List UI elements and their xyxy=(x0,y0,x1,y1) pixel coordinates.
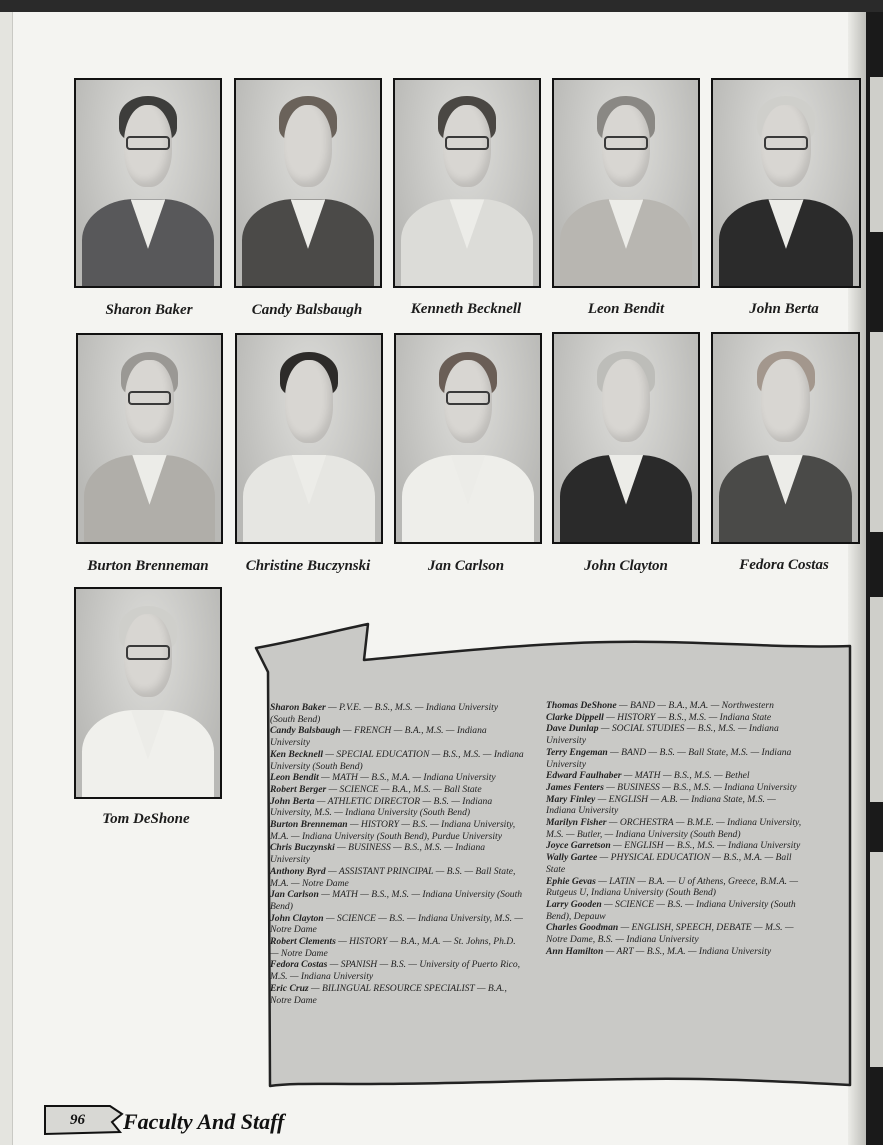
staff-name: John Clayton xyxy=(270,912,324,924)
staff-name: Jan Carlson xyxy=(270,889,319,901)
page-number: 96 xyxy=(70,1112,85,1128)
staff-credentials: — LATIN — B.A. — U of Athens, Greece, B.M.A. — Rutgeus U, Indiana University (South Bend) xyxy=(546,875,799,899)
section-title: Faculty And Staff xyxy=(123,1109,285,1134)
staff-credentials: — MATH — B.S., M.A. — Indiana University xyxy=(318,772,496,784)
staff-credentials: — ATHLETIC DIRECTOR — B.S. — Indiana University, M.S. — Indiana University (South Bend) xyxy=(270,795,493,819)
staff-credentials: — SCIENCE — B.S. — Indiana University, M.S. — Notre Dame xyxy=(270,912,523,936)
staff-credentials: — ART — B.S., M.A. — Indiana University xyxy=(603,945,772,957)
staff-credentials: — ASSISTANT PRINCIPAL — B.S. — Ball State, M.A. — Notre Dame xyxy=(270,865,516,889)
staff-name: John Berta xyxy=(270,795,315,807)
staff-name: Robert Clements xyxy=(270,936,336,948)
portrait-caption: Burton Brenneman xyxy=(87,558,209,574)
staff-name: Ann Hamilton xyxy=(546,945,604,957)
staff-name: Mary Finley xyxy=(546,793,596,805)
staff-name: Chris Buczynski xyxy=(270,842,335,854)
portrait-caption: Jan Carlson xyxy=(427,558,505,574)
portrait-caption: Christine Buczynski xyxy=(245,558,371,574)
staff-name: Terry Engeman xyxy=(546,746,608,758)
staff-name: Ephie Gevas xyxy=(546,875,596,887)
portrait-caption: Kenneth Becknell xyxy=(410,301,522,317)
staff-name: Robert Berger xyxy=(270,783,327,795)
staff-name: Wally Gartee xyxy=(546,852,598,864)
staff-credentials: — ENGLISH — B.S., M.S. — Indiana University xyxy=(610,840,801,852)
staff-name: Larry Gooden xyxy=(546,898,602,910)
portrait-caption: Leon Bendit xyxy=(587,301,665,317)
staff-credentials: — HISTORY — B.S., M.S. — Indiana State xyxy=(603,711,772,723)
staff-credentials: — BAND — B.A., M.A. — Northwestern xyxy=(616,700,774,711)
portrait-caption: Candy Balsbaugh xyxy=(251,302,363,318)
staff-name: Joyce Garretson xyxy=(546,840,611,852)
staff-name: Anthony Byrd xyxy=(270,865,326,877)
staff-credentials: — BAND — B.S. — Ball State, M.S. — Indiana University xyxy=(546,746,792,770)
staff-name: Dave Dunlap xyxy=(546,723,599,735)
staff-credentials: — SCIENCE — B.A., M.S. — Ball State xyxy=(326,783,482,795)
staff-name: Burton Brenneman xyxy=(270,819,348,831)
portrait-caption: John Clayton xyxy=(584,558,668,574)
staff-credentials: — HISTORY — B.A., M.A. — St. Johns, Ph.D. — Notre Dame xyxy=(270,936,516,959)
staff-name: Charles Goodman xyxy=(546,922,619,934)
staff-credentials: — BUSINESS — B.S., M.S. — Indiana University xyxy=(270,842,486,866)
staff-credentials: — ENGLISH — A.B. — Indiana State, M.S. — Indiana University xyxy=(546,793,776,817)
staff-credentials: — ENGLISH, SPEECH, DEBATE — M.S. — Notre Dame, B.S. — Indiana University xyxy=(546,922,794,946)
staff-name: Marilyn Fisher xyxy=(546,817,607,829)
staff-credentials: — MATH — B.S., M.S. — Indiana University (South Bend) xyxy=(270,889,523,912)
portrait-caption: John Berta xyxy=(749,301,819,317)
portrait-caption: Sharon Baker xyxy=(105,302,193,318)
staff-name: Edward Faulhaber xyxy=(546,770,622,782)
portrait-caption: Tom DeShone xyxy=(102,811,190,827)
staff-name: Thomas DeShone xyxy=(546,700,617,711)
staff-name: Sharon Baker xyxy=(270,702,326,713)
staff-name: Clarke Dippell xyxy=(546,711,604,723)
staff-credentials: — SPECIAL EDUCATION — B.S., M.S. — Indiana University (South Bend) xyxy=(270,748,524,772)
staff-credentials: — MATH — B.S., M.S. — Bethel xyxy=(621,770,750,782)
staff-name: Candy Balsbaugh xyxy=(270,725,341,737)
staff-credentials: — PHYSICAL EDUCATION — B.S., M.A. — Ball State xyxy=(546,852,792,875)
staff-name: Eric Cruz xyxy=(270,982,309,994)
portrait-caption: Fedora Costas xyxy=(739,557,829,573)
staff-name: Ken Becknell xyxy=(270,748,324,760)
staff-credentials: — SCIENCE — B.S. — Indiana University (South Bend), Depauw xyxy=(546,898,796,922)
staff-credentials: — SPANISH — B.S. — University of Puerto Rico, M.S. — Indiana University xyxy=(270,959,521,983)
staff-credentials: — P.V.E. — B.S., M.S. — Indiana University (South Bend) xyxy=(270,702,499,725)
staff-name: Fedora Costas xyxy=(270,959,328,971)
staff-credentials: — FRENCH — B.A., M.S. — Indiana University xyxy=(270,725,487,749)
staff-name: James Fenters xyxy=(546,781,604,793)
staff-credentials: — BUSINESS — B.S., M.S. — Indiana University xyxy=(603,781,797,793)
staff-credentials: — SOCIAL STUDIES — B.S., M.S. — Indiana University xyxy=(546,723,779,747)
staff-credentials: — HISTORY — B.S. — Indiana University, M.A. — Indiana University (South Bend), Purdue University xyxy=(270,819,516,842)
staff-credentials: — ORCHESTRA — B.M.E. — Indiana University, M.S. — Butler, — Indiana University (South Bend) xyxy=(546,817,802,840)
staff-name: Leon Bendit xyxy=(270,772,319,784)
staff-credentials: — BILINGUAL RESOURCE SPECIALIST — B.A., Notre Dame xyxy=(270,982,507,1006)
